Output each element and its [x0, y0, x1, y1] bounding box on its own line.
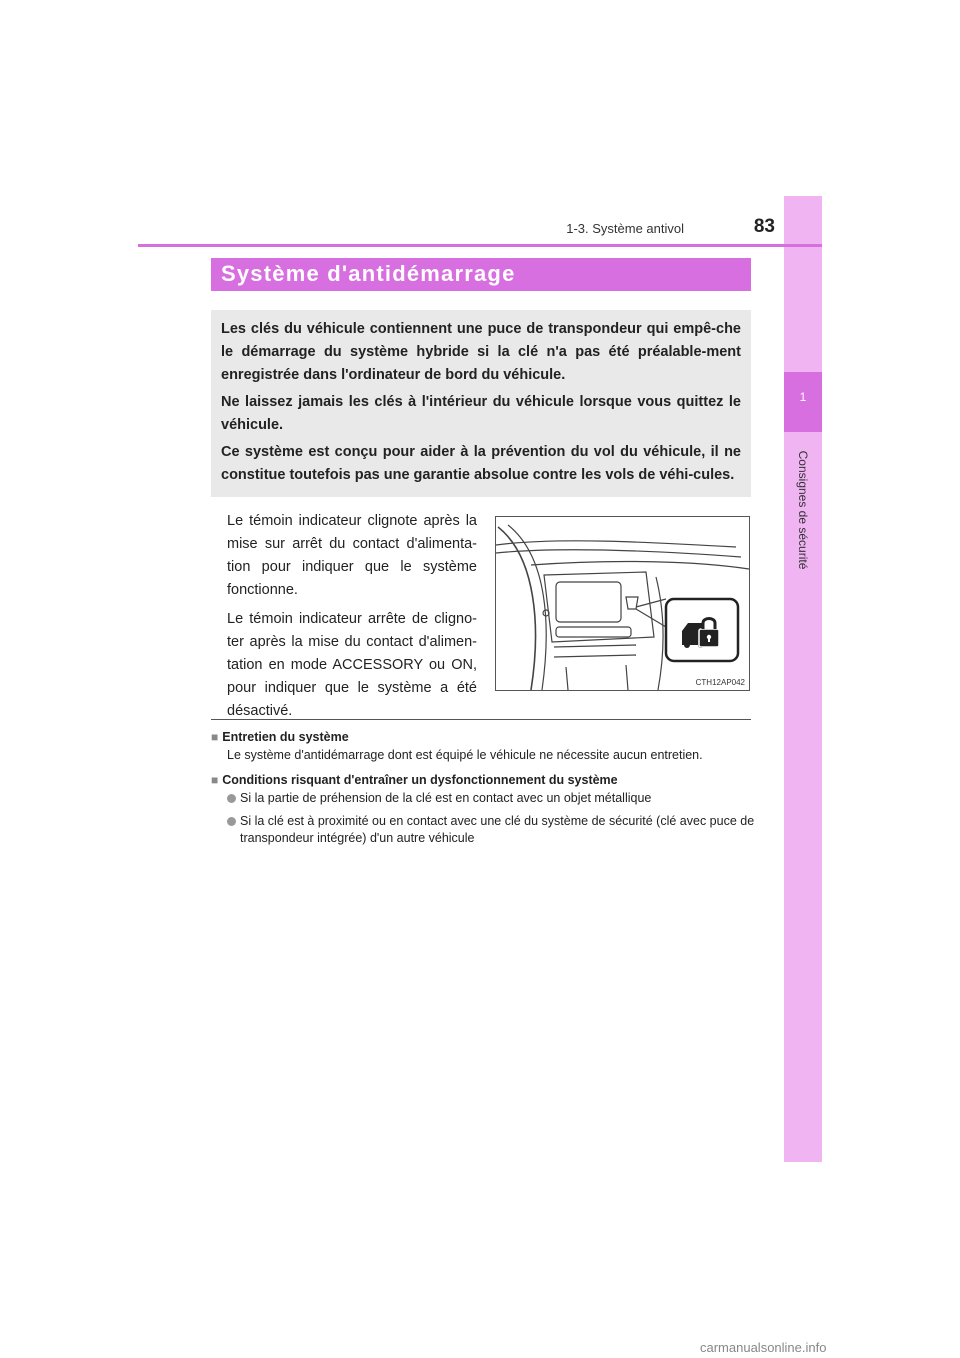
circle-bullet-icon: [227, 794, 236, 803]
notes-section: [211, 730, 756, 853]
page-number: 83: [753, 216, 775, 237]
note-heading: [211, 730, 756, 744]
intro-paragraph: Ce système est conçu pour aider à la prévention du vol du véhicule, il ne constitue toutefois pas une garantie absolue contre les vols de véhi-cules.: [221, 444, 741, 483]
note-heading-text: Conditions risquant d'entraîner un dysfonctionnement du système: [222, 773, 618, 787]
square-bullet-icon: ■: [211, 773, 219, 787]
body-paragraph: Le témoin indicateur clignote après la mise sur arrêt du contact d'alimenta-tion pour indiquer que le système fonctionne.: [227, 513, 477, 598]
list-item-text: Si la clé est à proximité ou en contact avec une clé du système de sécurité (clé avec puce de transpondeur intégrée) d'un autre véhicule: [240, 814, 755, 845]
circle-bullet-icon: [227, 817, 236, 826]
section-title-bar: [211, 258, 751, 291]
body-text: [227, 510, 477, 729]
chapter-sidebar: [784, 196, 822, 1162]
intro-paragraph: Ne laissez jamais les clés à l'intérieur du véhicule lorsque vous quittez le véhicule.: [221, 394, 741, 433]
dashboard-figure: [495, 516, 750, 691]
note-heading-text: Entretien du système: [222, 730, 349, 744]
section-title: Système d'antidémarrage: [221, 261, 516, 286]
watermark: carmanualsonline.info: [700, 1340, 827, 1355]
square-bullet-icon: ■: [211, 730, 219, 744]
intro-box: [211, 310, 751, 497]
list-item-text: Si la partie de préhension de la clé est en contact avec un objet métallique: [240, 791, 652, 805]
figure-code: CTH12AP042: [695, 678, 745, 687]
list-item: [227, 813, 756, 847]
dashboard-illustration: [496, 517, 749, 690]
notes-divider: [211, 719, 751, 720]
chapter-title: Consignes de sécurité: [796, 450, 810, 570]
note-text: Le système d'antidémarrage dont est équipé le véhicule ne nécessite aucun entretien.: [227, 748, 703, 762]
chapter-number: 1: [799, 390, 807, 404]
header-section: 1-3. Système antivol: [566, 221, 684, 236]
body-paragraph: Le témoin indicateur arrête de cligno-ter après la mise du contact d'alimen-tation en mode ACCESSORY ou ON, pour indiquer que le système a été désactivé.: [227, 611, 477, 719]
note-heading: [211, 773, 756, 787]
header-divider: [138, 244, 822, 247]
intro-paragraph: Les clés du véhicule contiennent une puce de transpondeur qui empê-che le démarrage du système hybride si la clé n'a pas été préalable-ment enregistrée dans l'ordinateur de bord du véhicule.: [221, 321, 741, 383]
list-item: [227, 790, 756, 807]
